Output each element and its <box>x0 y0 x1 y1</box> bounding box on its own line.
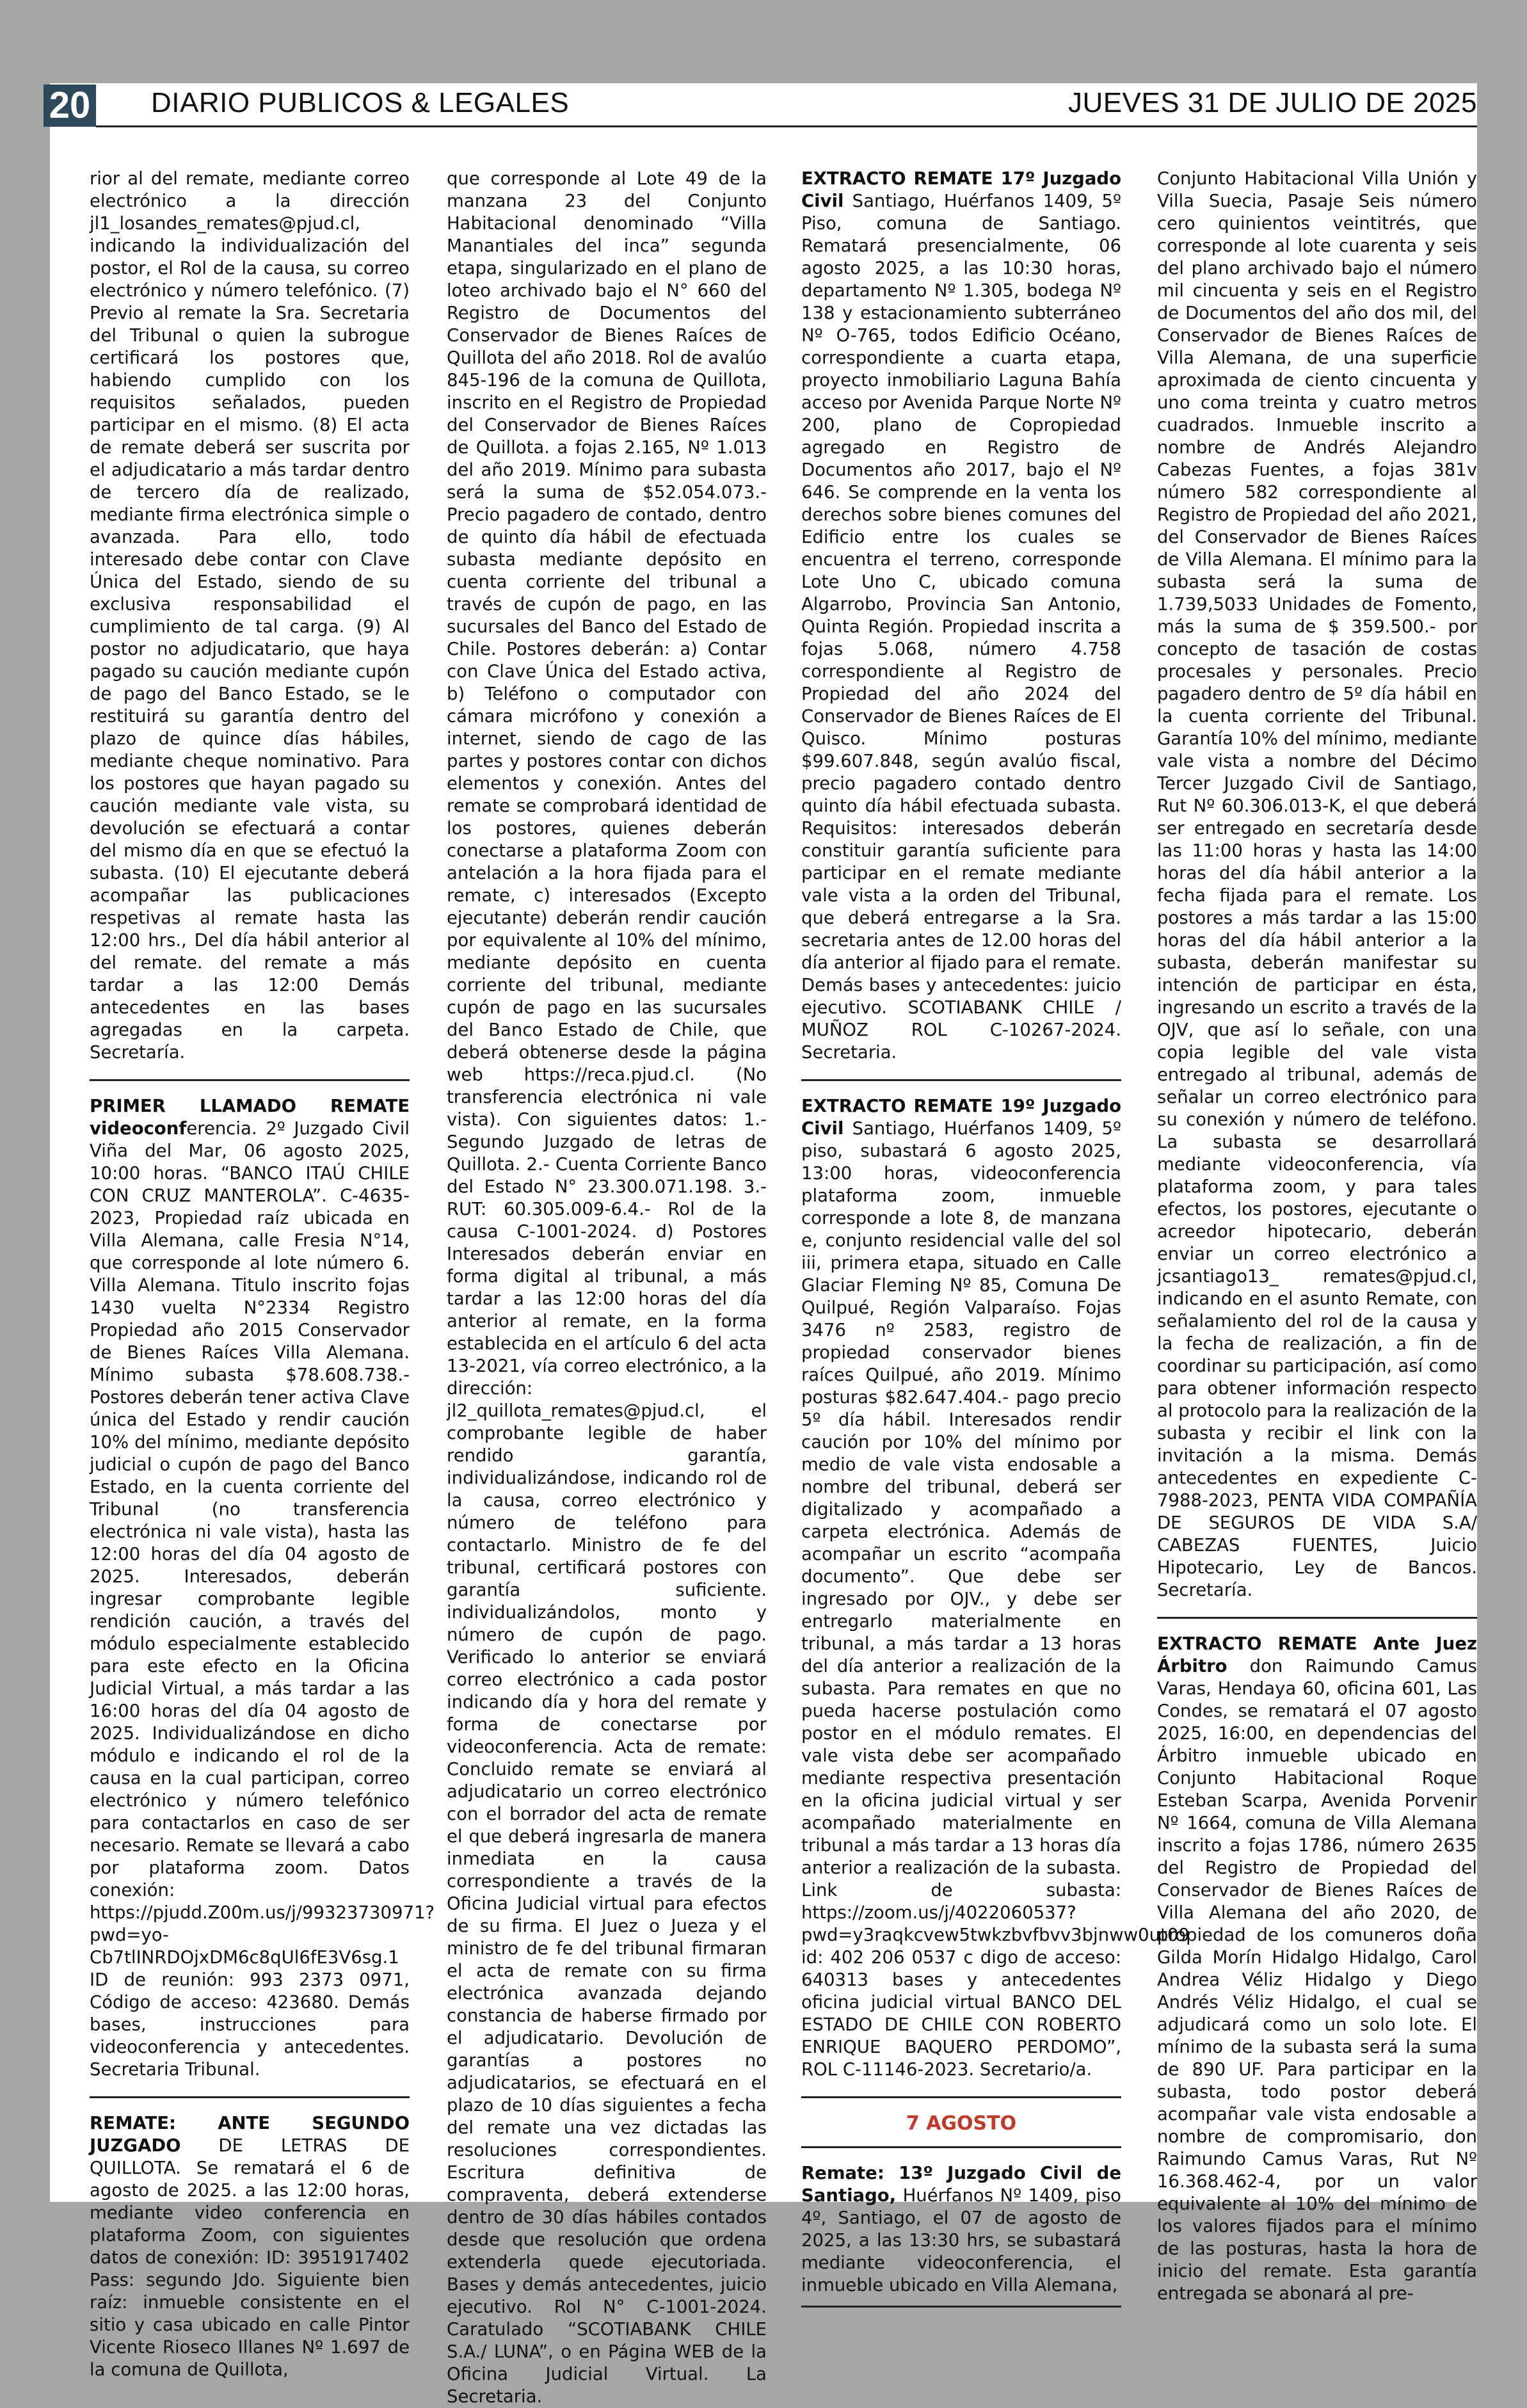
notice-continued: Conjunto Habitacional Villa Unión y Villa Suecia, Pasaje Seis número cero quinientos veintitrés, que corresponde al lote cuarenta y seis del plano archivado bajo el número mil cincuenta y seis en el Registro de Documentos del año dos mil, del Conservador de Bienes Raíces de Villa Alemana, de una superficie aproximada de ciento cincuenta y uno coma treinta y cuatro metros cuadrados. Inmueble inscrito a nombre de Andrés Alejandro Cabezas Fuentes, a fojas 381v número 582 correspondiente al Registro de Propiedad del año 2021, del Conservador de Bienes Raíces de Villa Alemana. El mínimo para la subasta será la suma de 1.739,5033 Unidades de Fomento, más la suma de $ 359.500.- por concepto de tasación de costas procesales y personales. Precio pagadero dentro de 5º día hábil en la cuenta corriente del Tribunal. Garantía 10% del mínimo, mediante vale vista a nombre del Décimo Tercer Juzgado Civil de Santiago, Rut Nº 60.306.013-K, el que deberá ser entregado en secretaría desde las 11:00 horas y hasta las 14:00 horas del día hábil anterior a la fecha fijada para el remate. Los postores a más tardar a las 15:00 horas del día hábil anterior a la subasta, deberán manifestar su intención de participar en ésta, ingresando un escrito a través de la OJV, que así lo señale, con una copia legible del vale vista entregado al tribunal, además de señalar un correo electrónico para su conexión y número de teléfono. La subasta se desarrollará mediante videoconferencia, vía plataforma zoom, y para tales efectos, los postores, ejecutante o acreedor hipotecario, deberán enviar un correo electrónico a jcsantiago13_ remates@pjud.cl, indicando en el asunto Remate, con señalamiento del rol de la causa y la fecha de realización, a fin de coordinar su participación, así como para obtener información respecto al protocolo para la realización de la subasta y recibir el link con la invitación a la misma. Demás antecedentes en expediente C-7988-2023, PENTA VIDA COMPAÑÍA DE SEGUROS DE VIDA S.A/ CABEZAS FUENTES, Juicio Hipotecario, Ley de Bancos. Secretaría. <box>1157 168 1477 1600</box>
notice-divider <box>1157 1617 1477 1619</box>
column-3 <box>801 168 1190 2308</box>
notice-continued: rior al del remate, mediante correo electrónico a la dirección jl1_losandes_remates@pjud.cl, indicando la individualización del postor, el Rol de la causa, su correo electrónico y número telefónico. (7) Previo al remate la Sra. Secretaria del Tribunal o quien la subrogue certificará los postores que, habiendo cumplido con los requisitos señalados, pueden participar en el mismo. (8) El acta de remate deberá ser suscrita por el adjudicatario a más tardar dentro de tercero día de realizado, mediante firma electrónica simple o avanzada. Para ello, todo interesado debe contar con Clave Única del Estado, siendo de su exclusiva responsabilidad el cumplimiento de tal carga. (9) Al postor no adjudicatario, que haya pagado su caución mediante cupón de pago del Banco Estado, se le restituirá su garantía dentro del plazo de quince días hábiles, mediante cheque nominativo. Para los postores que hayan pagado su caución mediante vale vista, su devolución se efectuará a contar del mismo día en que se efectuó la subasta. (10) El ejecutante deberá acompañar las publicaciones respetivas al remate hasta las 12:00 hrs., Del día hábil anterior al del remate. del remate a más tardar a las 12:00 Demás antecedentes en las bases agregadas en la carpeta. Secretaría. <box>90 168 410 1063</box>
notice-heading: PRIMER LLAMADO REMATE videoconf <box>90 1096 410 1139</box>
publication-date: JUEVES 31 DE JULIO DE 2025 <box>1067 87 1477 118</box>
notice-19-juzgado <box>801 1095 1190 2081</box>
column-2 <box>447 168 767 2408</box>
notice-juez-arbitro <box>1157 1633 1477 2305</box>
notice-heading: EXTRACTO REMATE Ante Juez Árbitro <box>1157 1633 1477 1676</box>
notice-body: Santiago, Huérfanos 1409, 5º Piso, comuna de Santiago. Rematará presencialmente, 06 agosto 2025, a las 10:30 horas, departamento Nº 1.305, bodega Nº 138 y estacionamiento subterráneo Nº O-765, todos Edificio Océano, correspondiente a cuarta etapa, proyecto inmobiliario Laguna Bahía acceso por Avenida Parque Norte Nº 200, plano de Copropiedad agregado en Registro de Documentos año 2017, bajo el Nº 646. Se comprende en la venta los derechos sobre bienes comunes del Edificio entre los cuales se encuentra el terreno, corresponde Lote Uno C, ubicado comuna Algarrobo, Provincia San Antonio, Quinta Región. Propiedad inscrita a fojas 5.068, número 4.758 correspondiente al Registro de Propiedad del año 2024 del Conservador de Bienes Raíces de El Quisco. Mínimo posturas $99.607.848, según avalúo fiscal, precio pagadero contado dentro quinto día hábil efectuada subasta. Requisitos: interesados deberán constituir garantía suficiente para participar en el remate mediante vale vista a la orden del Tribunal, que deberá entregarse a la Sra. secretaria antes de 12.00 horas del día anterior al fijado para el remate. Demás bases y antecedentes: juicio ejecutivo. SCOTIABANK CHILE / MUÑOZ ROL C-10267-2024. Secretaria. <box>801 191 1121 1063</box>
notice-body: Santiago, Huérfanos 1409, 5º piso, subastará 6 agosto 2025, 13:00 horas, videoconferencia plataforma zoom, inmueble corresponde a lote 8, de manzana e, conjunto residencial valle del sol iii, primera etapa, situado en Calle Glaciar Fleming Nº 85, Comuna De Quilpué, Región Valparaíso. Fojas 3476 nº 2583, registro de propiedad conservador bienes raíces Quilpué, año 2019. Mínimo posturas $82.647.404.- pago precio 5º día hábil. Interesados rendir caución por 10% del mínimo por medio de vale vista endosable a nombre del tribunal, deberá ser digitalizado y acompañado a carpeta electrónica. Además de acompañar un escrito “acompaña documento”. Que debe ser ingresado por OJV., y debe ser entregarlo materialmente en tribunal, a más tardar a 13 horas del día anterior a realización de la subasta. Para remates en que no pueda hacerse postulación como postor en el módulo remates. El vale vista debe ser acompañado mediante respectiva presentación en la oficina judicial virtual y ser acompañado materialmente en tribunal a más tardar a 13 horas día anterior a realización de la subasta. Link de subasta: https://zoom.us/j/4022060537?pwd=y3raqkcvew5twkzbvfbvv3bjnww0ut09 id: 402 206 0537 c digo de acceso: 640313 bases y antecedentes oficina judicial virtual BANCO DEL ESTADO DE CHILE CON ROBERTO ENRIQUE BAQUERO PERDOMO”, ROL C-11146-2023. Secretario/a. <box>801 1118 1190 2080</box>
notice-heading: EXTRACTO REMATE 19º Juzgado Civil <box>801 1096 1121 1139</box>
column-4 <box>1157 168 1477 2305</box>
notice-17-juzgado <box>801 168 1121 1064</box>
notice-divider <box>801 2146 1121 2148</box>
section-date-heading: 7 AGOSTO <box>906 2112 1017 2135</box>
column-end-rule <box>801 2306 1121 2308</box>
notice-continued: que corresponde al Lote 49 de la manzana 23 del Conjunto Habitacional denominado “Villa Manantiales del inca” segunda etapa, singularizado en el plano de loteo archivado bajo el N° 660 del Registro de Documentos del Conservador de Bienes Raíces de Quillota del año 2018. Rol de avalúo 845-196 de la comuna de Quillota, inscrito en el Registro de Propiedad del Conservador de Bienes Raíces de Quillota. a fojas 2.165, Nº 1.013 del año 2019. Mínimo para subasta será la suma de $52.054.073.- Precio pagadero de contado, dentro de quinto día hábil de efectuada subasta mediante depósito en cuenta corriente del tribunal a través de cupón de pago, en las sucursales del Banco del Estado de Chile. Postores deberán: a) Contar con Clave Única del Estado activa, b) Teléfono o computador con cámara micrófono y conexión a internet, siendo de cago de las partes y postores contar con dichos elementos y conexión. Antes del remate se comprobará identidad de los postores, quienes deberán conectarse a plataforma Zoom con antelación a la hora fijada para el remate, c) interesados (Excepto ejecutante) deberán rendir caución por equivalente al 10% del mínimo, mediante depósito en cuenta corriente del tribunal, mediante cupón de pago en las sucursales del Banco Estado de Chile, que deberá obtenerse desde la página web https://reca.pjud.cl. (No transferencia electrónica ni vale vista). Con siguientes datos: 1.- Segundo Juzgado de letras de Quillota. 2.- Cuenta Corriente Banco del Estado N° 23.300.071.198. 3.- RUT: 60.305.009-6.4.- Rol de la causa C-1001-2024. d) Postores Interesados deberán enviar en forma digital al tribunal, a más tardar a las 12:00 horas del día anterior al remate, en la forma establecida en el artículo 6 del acta 13-2021, vía correo electrónico, a la dirección: jl2_quillota_remates@pjud.cl, el comprobante legible de haber rendido garantía, individualizándose, indicando rol de la causa, correo electrónico y número de teléfono para contactarlo. Ministro de fe del tribunal, certificará postores con garantía suficiente. individualizándolos, monto y número de cupón de pago. Verificado lo anterior se enviará correo electrónico a cada postor indicando día y hora del remate y forma de conectarse por videoconferencia. Acta de remate: Concluido remate se enviará al adjudicatario un correo electrónico con el borrador del acta de remate el que deberá ingresarla de manera inmediata en la causa correspondiente a través de la Oficina Judicial virtual para efectos de su firma. El Juez o Jueza y el ministro de fe del tribunal firmaran el acta de remate con su firma electrónica avanzada dejando constancia de haberse firmado por el adjudicatario. Devolución de garantías a postores no adjudicatarios, se efectuará en el plazo de 10 días siguientes a fecha del remate una vez dictadas las resoluciones correspondientes. Escritura definitiva de compraventa, deberá extenderse dentro de 30 días hábiles contados desde que resolución que ordena extenderla quede ejecutoriada. Bases y demás antecedentes, juicio ejecutivo. Rol N° C-1001-2024. Caratulado “SCOTIABANK CHILE S.A./ LUNA”, o en Página WEB de la Oficina Judicial Virtual. La Secretaria. <box>447 168 767 2407</box>
notice-segundo-juzgado <box>90 2112 410 2381</box>
notice-divider <box>801 2096 1121 2098</box>
notice-primer-llamado <box>90 1095 435 2081</box>
notice-13-juzgado <box>801 2162 1121 2297</box>
notice-body: erencia. 2º Juzgado Civil Viña del Mar, 06 agosto 2025, 10:00 horas. “BANCO ITAÚ CHILE CON CRUZ MANTEROLA”. C-4635-2023, Propiedad raíz ubicada en Villa Alemana, calle Fresia N°14, que corresponde al lote número 6. Villa Alemana. Titulo inscrito fojas 1430 vuelta N°2334 Registro Propiedad año 2015 Conservador de Bienes Raíces Villa Alemana. Mínimo subasta $78.608.738.- Postores deberán tener activa Clave única del Estado y rendir caución 10% del mínimo, mediante depósito judicial o cupón de pago del Banco Estado, en la cuenta corriente del Tribunal (no transferencia electrónica ni vale vista), hasta las 12:00 horas del día 04 agosto de 2025. Interesados, deberán ingresar comprobante legible rendición caución, a través del módulo especialmente establecido para este efecto en la Oficina Judicial Virtual, a más tardar a las 16:00 horas del día 04 agosto de 2025. Individualizándose en dicho módulo e indicando el rol de la causa en la cual participan, correo electrónico y número telefónico para contactarlos en caso de ser necesario. Remate se llevará a cabo por plataforma zoom. Datos conexión: https://pjudd.Z00m.us/j/99323730971?pwd=yo-Cb7tlINRDOjxDM6c8qUl6fE3V6sg.1 ID de reunión: 993 2373 0971, Código de acceso: 423680. Demás bases, instrucciones para videoconferencia y antecedentes. Secretaria Tribunal. <box>90 1118 435 2080</box>
notice-divider <box>90 2096 410 2098</box>
notice-body: don Raimundo Camus Varas, Hendaya 60, oficina 601, Las Condes, se rematará el 07 agosto 2025, 16:00, en dependencias del Árbitro inmueble ubicado en Conjunto Habitacional Roque Esteban Scarpa, Avenida Porvenir Nº 1664, comuna de Villa Alemana inscrito a fojas 1786, número 2635 del Registro de Propiedad del Conservador de Bienes Raíces de Villa Alemana del año 2020, de propiedad de los comuneros doña Gilda Morín Hidalgo Hidalgo, Carol Andrea Véliz Hidalgo y Diego Andrés Véliz Hidalgo, el cual se adjudicará como un solo lote. El mínimo de la subasta será la suma de 890 UF. Para participar en la subasta, todo postor deberá acompañar vale vista endosable a nombre de compromisario, don Raimundo Camus Varas, Rut Nº 16.368.462-4, por un valor equivalente al 10% del mínimo de los valores fijados para el mínimo de las posturas, hasta la hora de inicio del remate. Esta garantía entregada se abonará al pre- <box>1157 1656 1477 2304</box>
notice-body: Huérfanos Nº 1409, piso 4º, Santiago, el 07 de agosto de 2025, a las 13:30 hrs, se subastará mediante videoconferencia, el inmueble ubicado en Villa Alemana, <box>801 2185 1121 2295</box>
notice-body: DE LETRAS DE QUILLOTA. Se rematará el 6 de agosto de 2025. a las 12:00 horas, mediante video conferencia en plataforma Zoom, con siguientes datos de conexión: ID: 3951917402 Pass: segundo Jdo. Siguiente bien raíz: inmueble consistente en el sitio y casa ubicado en calle Pintor Vicente Rioseco Illanes Nº 1.697 de la comuna de Quillota, <box>90 2135 410 2380</box>
column-1 <box>90 168 435 2381</box>
notice-heading: REMATE: ANTE SEGUNDO JUZGADO <box>90 2113 410 2156</box>
header-rule <box>96 125 1477 127</box>
page-number: 20 <box>44 84 96 127</box>
publication-title: DIARIO PUBLICOS & LEGALES <box>151 87 570 118</box>
notice-divider <box>90 1079 410 1081</box>
notice-divider <box>801 1079 1121 1081</box>
notice-heading: EXTRACTO REMATE 17º Juzgado Civil <box>801 168 1121 211</box>
notice-heading: Remate: 13º Juzgado Civil de Santiago, <box>801 2163 1121 2206</box>
